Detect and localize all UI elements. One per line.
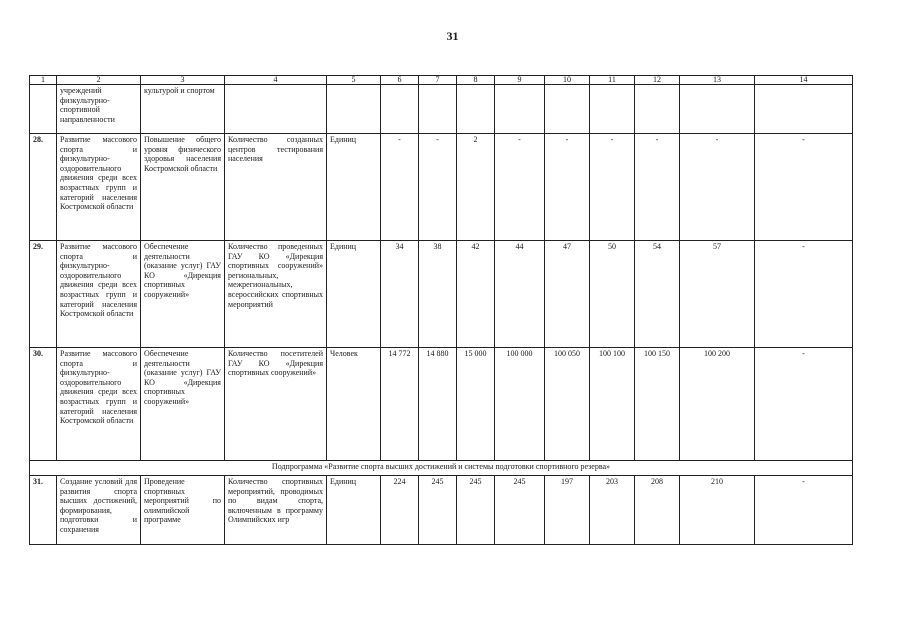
row-number: 28. (30, 134, 57, 241)
value-cell: 245 (419, 476, 457, 545)
indicators-table (29, 75, 853, 545)
task-cell: Развитие массового спорта и физкультурно-оздоровительного движения среди всех возрастных групп и категорий населения Костромской области (57, 134, 141, 241)
header-cell: 14 (755, 76, 853, 85)
value-cell: 34 (381, 241, 419, 348)
value-cell (545, 85, 590, 134)
value-cell: - (545, 134, 590, 241)
value-cell: 245 (457, 476, 495, 545)
header-cell: 1 (30, 76, 57, 85)
subprogram-row (30, 461, 853, 476)
value-cell: 100 050 (545, 348, 590, 461)
value-cell: - (755, 134, 853, 241)
header-cell: 3 (141, 76, 225, 85)
header-cell: 11 (590, 76, 635, 85)
header-row (30, 76, 853, 85)
unit-cell: Единиц (327, 476, 381, 545)
subprogram-title: Подпрограмма «Развитие спорта высших достижений и системы подготовки спортивного резерва» (30, 461, 853, 476)
value-cell: - (755, 348, 853, 461)
header-cell: 7 (419, 76, 457, 85)
value-cell (495, 85, 545, 134)
value-cell: 100 150 (635, 348, 680, 461)
event-cell: Проведение спортивных мероприятий по олимпийской программе (141, 476, 225, 545)
header-cell: 6 (381, 76, 419, 85)
task-cell: Развитие массового спорта и физкультурно-оздоровительного движения среди всех возрастных групп и категорий населения Костромской области (57, 348, 141, 461)
row-number: 29. (30, 241, 57, 348)
task-cell: учреждений физкультурно-спортивной направленности (57, 85, 141, 134)
indicator-cell: Количество спортивных мероприятий, проводимых по видам спорта, включенным в программу Олимпийских игр (225, 476, 327, 545)
value-cell: - (755, 241, 853, 348)
value-cell: 208 (635, 476, 680, 545)
table-row (30, 85, 853, 134)
value-cell: - (680, 134, 755, 241)
event-cell: Повышение общего уровня физического здоровья населения Костромской области (141, 134, 225, 241)
row-number (30, 85, 57, 134)
header-cell: 9 (495, 76, 545, 85)
indicator-cell: Количество посетителей ГАУ КО «Дирекция спортивных сооружений» (225, 348, 327, 461)
value-cell (590, 85, 635, 134)
value-cell (419, 85, 457, 134)
value-cell: 100 000 (495, 348, 545, 461)
value-cell: 57 (680, 241, 755, 348)
header-cell: 5 (327, 76, 381, 85)
value-cell: 100 200 (680, 348, 755, 461)
header-cell: 2 (57, 76, 141, 85)
indicator-cell: Количество созданных центров тестирования населения (225, 134, 327, 241)
value-cell: 42 (457, 241, 495, 348)
table-row (30, 134, 853, 241)
value-cell: 245 (495, 476, 545, 545)
value-cell: - (755, 476, 853, 545)
task-cell: Развитие массового спорта и физкультурно-оздоровительного движения среди всех возрастных групп и категорий населения Костромской области (57, 241, 141, 348)
indicator-cell: Количество проведенных ГАУ КО «Дирекция спортивных сооружений» региональных, межрегиональных, всероссийских спортивных мероприятий (225, 241, 327, 348)
value-cell: 210 (680, 476, 755, 545)
indicator-cell (225, 85, 327, 134)
page-number: 31 (446, 29, 459, 43)
value-cell: - (635, 134, 680, 241)
value-cell: 100 100 (590, 348, 635, 461)
task-cell: Создание условий для развития спорта высших достижений, формирования, подготовки и сохранения (57, 476, 141, 545)
value-cell: 44 (495, 241, 545, 348)
event-cell: Обеспечение деятельности (оказание услуг) ГАУ КО «Дирекция спортивных сооружений» (141, 241, 225, 348)
value-cell (755, 85, 853, 134)
unit-cell (327, 85, 381, 134)
unit-cell: Единиц (327, 134, 381, 241)
value-cell: 38 (419, 241, 457, 348)
value-cell: 2 (457, 134, 495, 241)
value-cell: - (495, 134, 545, 241)
value-cell: 54 (635, 241, 680, 348)
header-cell: 10 (545, 76, 590, 85)
unit-cell: Единиц (327, 241, 381, 348)
table-row (30, 241, 853, 348)
value-cell: 47 (545, 241, 590, 348)
value-cell: 224 (381, 476, 419, 545)
header-cell: 12 (635, 76, 680, 85)
value-cell: - (419, 134, 457, 241)
header-cell: 8 (457, 76, 495, 85)
value-cell: - (381, 134, 419, 241)
event-cell: культурой и спортом (141, 85, 225, 134)
value-cell: - (590, 134, 635, 241)
row-number: 30. (30, 348, 57, 461)
table-row (30, 348, 853, 461)
table-row (30, 476, 853, 545)
value-cell (635, 85, 680, 134)
value-cell (381, 85, 419, 134)
value-cell (457, 85, 495, 134)
value-cell: 197 (545, 476, 590, 545)
value-cell: 15 000 (457, 348, 495, 461)
header-cell: 13 (680, 76, 755, 85)
value-cell: 14 772 (381, 348, 419, 461)
value-cell: 50 (590, 241, 635, 348)
value-cell (680, 85, 755, 134)
unit-cell: Человек (327, 348, 381, 461)
event-cell: Обеспечение деятельности (оказание услуг) ГАУ КО «Дирекция спортивных сооружений» (141, 348, 225, 461)
value-cell: 203 (590, 476, 635, 545)
header-cell: 4 (225, 76, 327, 85)
value-cell: 14 880 (419, 348, 457, 461)
row-number: 31. (30, 476, 57, 545)
